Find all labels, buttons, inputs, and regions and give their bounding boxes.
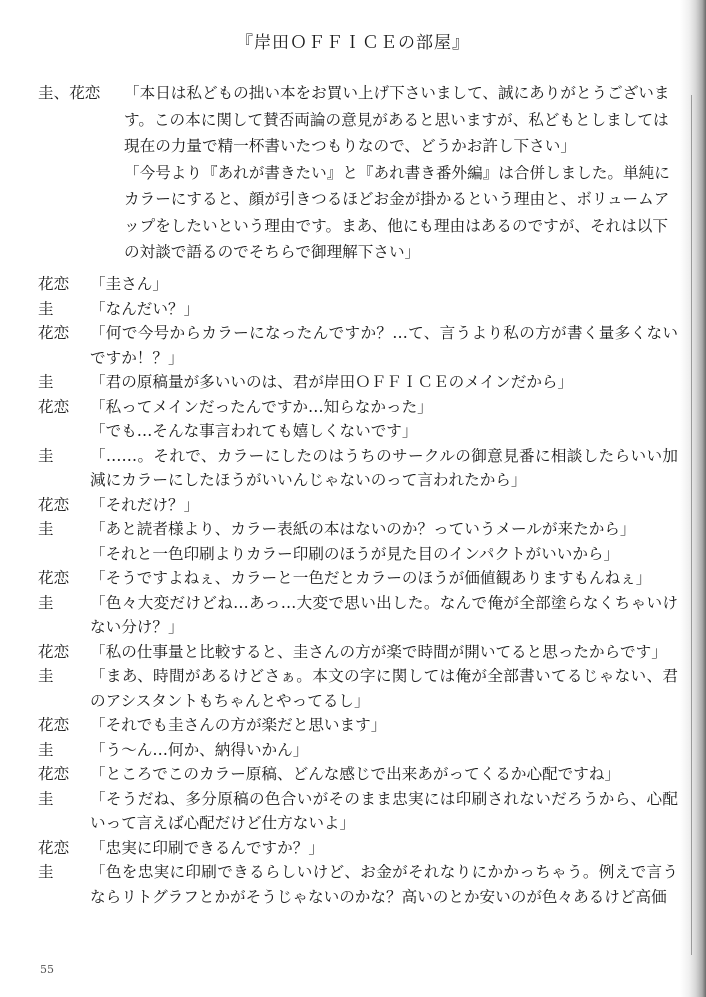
dialog-line — [38, 566, 678, 591]
dialog-speaker: 花恋 — [38, 324, 70, 342]
dialog-line — [38, 395, 678, 420]
dialog-line — [38, 321, 678, 370]
dialog-line — [38, 713, 678, 738]
dialog-line — [38, 836, 678, 861]
dialog-line — [38, 272, 678, 297]
dialog-line — [38, 542, 678, 567]
dialog-text: 「色を忠実に印刷できるらしいけど、お金がそれなりにかかっちゃう。例えで言うならリトグラフとかがそうじゃないのかな？高いのとか安いのが色々あるけど高価 — [90, 863, 678, 906]
dialog-text: 「それと一色印刷よりカラー印刷のほうが見た目のインパクトがいいから」 — [90, 544, 620, 563]
binding-edge-line — [691, 95, 692, 955]
dialog-speaker: 花恋 — [38, 716, 70, 734]
binding-edge-shadow — [680, 0, 706, 997]
dialog-text: 「まあ、時間があるけどさぁ。本文の字に関しては俺が全部書いてるじゃない、君のアシスタントもちゃんとやってるし」 — [90, 667, 678, 710]
dialog-speaker: 圭 — [38, 373, 54, 391]
intro-speaker: 圭、花恋 — [38, 84, 101, 102]
dialog-text: 「忠実に印刷できるんですか？」 — [90, 838, 324, 857]
dialog-line — [38, 787, 678, 836]
dialog-speaker: 圭 — [38, 446, 54, 465]
dialog-speaker: 花恋 — [38, 397, 70, 416]
dialog-text: 「でも…そんな事言われても嬉しくないです」 — [90, 422, 418, 440]
dialog-speaker — [38, 419, 90, 444]
dialog-text: 「君の原稿量が多いいのは、君が岸田ＯＦＦＩＣＥのメインだから」 — [90, 373, 574, 391]
dialog-speaker: 花恋 — [38, 495, 70, 514]
dialog-speaker: 圭 — [38, 593, 54, 612]
dialog-speaker: 花恋 — [38, 838, 70, 857]
dialog-line — [38, 762, 678, 787]
dialog-line — [38, 419, 678, 444]
dialog-text: 「ところでこのカラー原稿、どんな感じで出来あがってくるか心配ですね」 — [90, 765, 621, 783]
dialog-speaker: 花恋 — [38, 642, 70, 661]
intro-paragraph: 「本日は私どもの拙い本をお買い上げ下さいまして、誠にありがとうございます。この本に関して賛否両論の意見があると思いますが、私どもとしましては現在の力量で精一杯書いたつもりなので、どうかお許し下さい」 — [124, 84, 670, 155]
intro-paragraph: 「今号より『あれが書きたい』と『あれ書き番外編』は合併しました。単純にカラーにすると、顔が引きつるほどお金が掛かるという理由と、ボリュームアップをしたいという理由です。まあ、他にも理由はあるのですが、それは以下の対談で語るのでそちらで御理解下さい」 — [124, 163, 670, 261]
dialog-line — [38, 370, 678, 395]
dialog-line — [38, 860, 678, 909]
dialog-text: 「そうですよねぇ、カラーと一色だとカラーのほうが価値観ありますもんねぇ」 — [90, 569, 652, 587]
dialog-line — [38, 444, 678, 493]
dialog-text: 「色々大変だけどね…あっ…大変で思い出した。なんで俺が全部塗らなくちゃいけない分け？」 — [90, 593, 678, 636]
dialog-speaker: 圭 — [38, 299, 54, 318]
dialog-line — [38, 297, 678, 322]
dialog-line — [38, 591, 678, 640]
dialog-text: 「……。それで、カラーにしたのはうちのサークルの御意見番に相談したらいい加減にカラーにしたほうがいいんじゃないのって言われたから」 — [90, 446, 678, 489]
dialog-text: 「そうだね、多分原稿の色合いがそのまま忠実には印刷されないだろうから、心配いって言えば心配だけど仕方ないよ」 — [90, 789, 678, 832]
dialog-text: 「う～ん…何か、納得いかん」 — [90, 740, 309, 759]
intro-row — [38, 80, 678, 266]
dialog-text: 「なんだい？」 — [90, 299, 200, 318]
dialog-text: 「あと読者様より、カラー表紙の本はないのか？っていうメールが来たから」 — [90, 520, 636, 538]
dialog-speaker: 花恋 — [38, 569, 70, 587]
dialog-speaker: 花恋 — [38, 275, 70, 293]
page-number: 55 — [40, 963, 54, 976]
dialog-text: 「それでも圭さんの方が楽だと思います」 — [90, 716, 387, 734]
page-title: 『岸田ＯＦＦＩＣＥの部屋』 — [236, 33, 470, 53]
dialog-speaker: 花恋 — [38, 765, 70, 783]
dialog-speaker — [38, 542, 90, 567]
dialog-speaker: 圭 — [38, 667, 54, 685]
dialog-line — [38, 493, 678, 518]
intro-text — [124, 80, 678, 266]
dialog-text: 「私の仕事量と比較すると、圭さんの方が楽で時間が開いてると思ったからです」 — [90, 642, 667, 661]
dialog-line — [38, 517, 678, 542]
dialog-text: 「私ってメインだったんですか…知らなかった」 — [90, 397, 433, 416]
dialog-line — [38, 640, 678, 665]
dialog-text: 「圭さん」 — [90, 275, 168, 293]
dialog-line — [38, 664, 678, 713]
dialog-speaker: 圭 — [38, 740, 54, 759]
dialog-line — [38, 738, 678, 763]
dialog-list — [38, 272, 678, 909]
dialog-speaker: 圭 — [38, 520, 54, 538]
dialog-text: 「何で今号からカラーになったんですか？…て、言うより私の方が書く量多くないですか！？」 — [90, 324, 678, 367]
dialog-text: 「それだけ？」 — [90, 495, 200, 514]
intro-block — [38, 80, 678, 266]
dialog-speaker: 圭 — [38, 789, 54, 808]
dialog-speaker: 圭 — [38, 863, 54, 881]
